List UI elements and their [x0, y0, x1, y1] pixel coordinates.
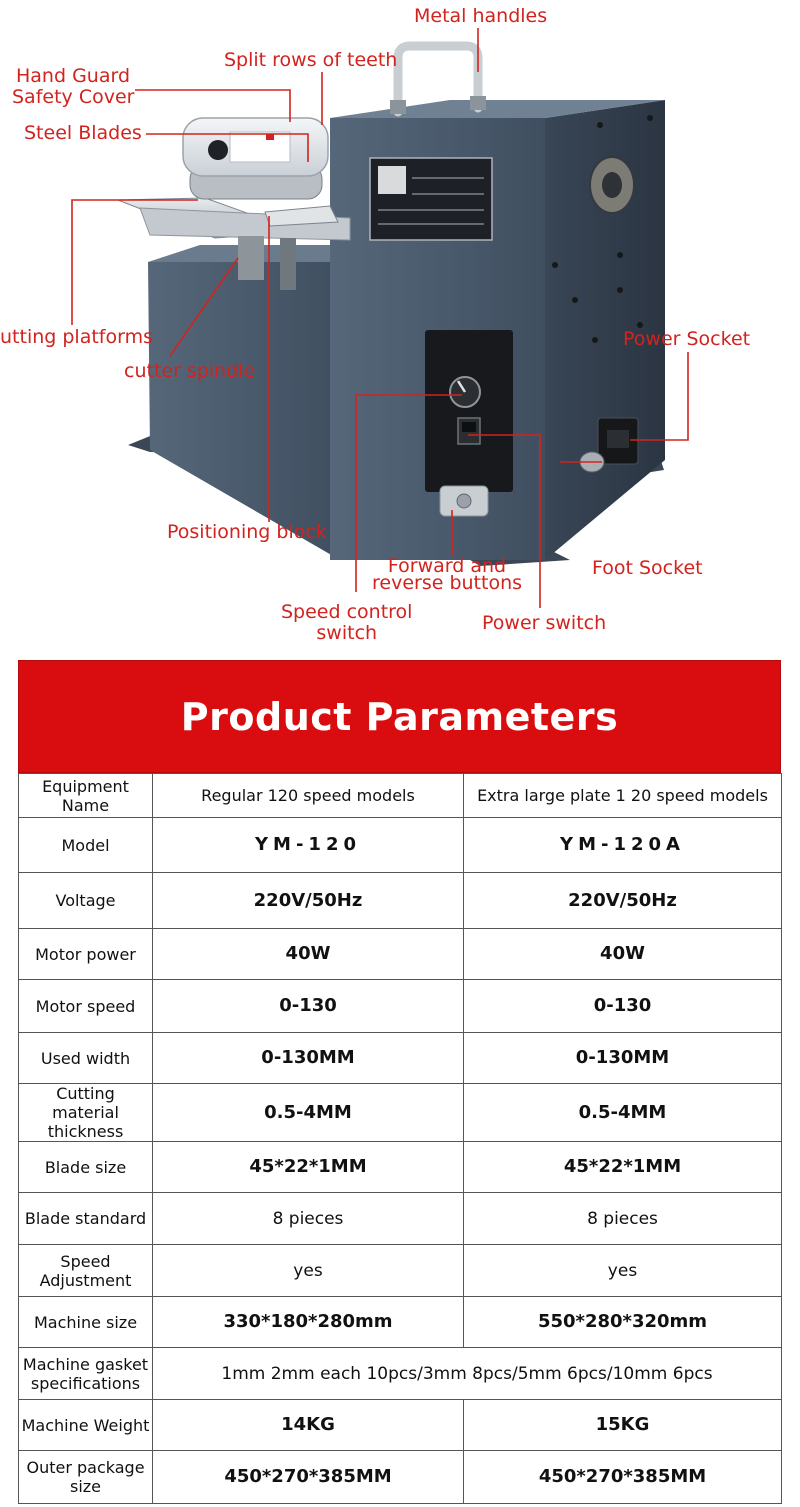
table-row [19, 1400, 782, 1451]
label-speed-control-line1: Speed control [281, 601, 413, 623]
table-row [19, 818, 782, 873]
cell-value: 40W [464, 929, 782, 980]
label-hand-guard-line2: Safety Cover [12, 86, 135, 108]
label-positioning-block: Positioning block [167, 521, 327, 543]
params-title: Product Parameters [180, 694, 619, 739]
cell-value-merged: 1mm 2mm each 10pcs/3mm 8pcs/5mm 6pcs/10mm 6pcs [153, 1348, 782, 1400]
row-label: Equipment Name [19, 774, 153, 818]
row-label: Used width [19, 1033, 153, 1084]
label-hand-guard-line1: Hand Guard [16, 65, 131, 87]
cell-value: 220V/50Hz [464, 873, 782, 929]
table-row [19, 873, 782, 929]
cell-value: 8 pieces [153, 1193, 464, 1245]
cell-value: 45*22*1MM [153, 1142, 464, 1193]
cell-value: YM-120 [153, 818, 464, 873]
label-forward-reverse-line2: reverse buttons [372, 572, 523, 594]
row-label: Machine gasket specifications [19, 1348, 153, 1400]
label-power-socket: Power Socket [623, 328, 751, 350]
cell-value: 0-130MM [153, 1033, 464, 1084]
cell-value: 550*280*320mm [464, 1297, 782, 1348]
table-row [19, 980, 782, 1033]
label-cutting-platforms: utting platforms [0, 326, 153, 348]
table-row [19, 1142, 782, 1193]
table-row [19, 1245, 782, 1297]
row-label: Cutting material thickness [19, 1084, 153, 1142]
label-speed-control-line2: switch [316, 622, 378, 644]
cell-value: yes [464, 1245, 782, 1297]
cell-value: 15KG [464, 1400, 782, 1451]
label-speed-control-switch [281, 602, 412, 644]
product-parameters [18, 660, 781, 1504]
params-header [18, 660, 781, 773]
handle-mount-left [390, 100, 406, 114]
row-label: Machine size [19, 1297, 153, 1348]
params-table [18, 773, 782, 1504]
label-hand-guard [14, 66, 134, 108]
table-row [19, 774, 782, 818]
row-label: Voltage [19, 873, 153, 929]
product-diagram [0, 0, 800, 655]
handle-mount-right [470, 96, 486, 110]
cell-value: 220V/50Hz [153, 873, 464, 929]
cell-value: yes [153, 1245, 464, 1297]
speed-control-panel [425, 330, 513, 492]
table-row [19, 929, 782, 980]
nameplate-qr [378, 166, 406, 194]
cell-value: 450*270*385MM [153, 1451, 464, 1504]
cell-value: 0.5-4MM [464, 1084, 782, 1142]
table-row [19, 1084, 782, 1142]
row-label: Blade standard [19, 1193, 153, 1245]
table-row [19, 1193, 782, 1245]
cell-value: 0-130 [153, 980, 464, 1033]
cell-value: 0.5-4MM [153, 1084, 464, 1142]
cell-value: 330*180*280mm [153, 1297, 464, 1348]
label-forward-reverse-line1: Forward and [387, 555, 507, 577]
forward-reverse-toggle[interactable] [457, 494, 471, 508]
base-front-panel [148, 262, 340, 560]
row-label: Model [19, 818, 153, 873]
row-label: Outer package size [19, 1451, 153, 1504]
cell-value: 45*22*1MM [464, 1142, 782, 1193]
table-row [19, 1297, 782, 1348]
label-power-switch: Power switch [482, 612, 607, 634]
label-split-rows-of-teeth: Split rows of teeth [224, 49, 398, 71]
row-label: Blade size [19, 1142, 153, 1193]
label-metal-handles: Metal handles [414, 5, 548, 27]
table-row [19, 1033, 782, 1084]
table-row [19, 1348, 782, 1400]
label-foot-socket: Foot Socket [592, 557, 703, 579]
model-1-header: Regular 120 speed models [153, 774, 464, 818]
cell-value: 40W [153, 929, 464, 980]
positioning-block[interactable] [265, 206, 338, 226]
row-label: Motor speed [19, 980, 153, 1033]
cell-value: 0-130MM [464, 1033, 782, 1084]
cell-value: 8 pieces [464, 1193, 782, 1245]
row-label: Motor power [19, 929, 153, 980]
row-label: Machine Weight [19, 1400, 153, 1451]
cell-value: 14KG [153, 1400, 464, 1451]
label-cutter-spindle: cutter spindle [124, 360, 256, 382]
row-label: Speed Adjustment [19, 1245, 153, 1297]
cell-value: YM-120A [464, 818, 782, 873]
label-steel-blades: Steel Blades [24, 122, 142, 144]
cell-value: 450*270*385MM [464, 1451, 782, 1504]
cutter-spindle [238, 236, 264, 280]
cell-value: 0-130 [464, 980, 782, 1033]
model-2-header: Extra large plate 1 20 speed models [464, 774, 782, 818]
table-row [19, 1451, 782, 1504]
label-forward-reverse [372, 556, 522, 594]
